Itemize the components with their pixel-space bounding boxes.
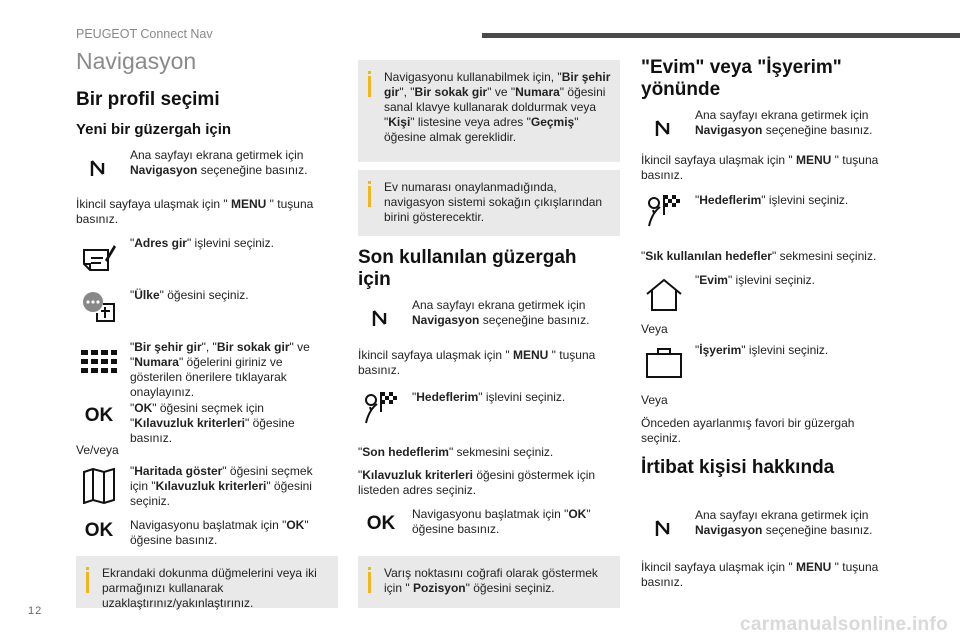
step-home-text: Ana sayfayı ekrana getirmek için Navigasyon seçeneğine basınız.	[412, 298, 590, 327]
menu-instruction: İkincil sayfaya ulaşmak için " MENU " tuşuna basınız.	[76, 197, 314, 226]
menu-instruction: İkincil sayfaya ulaşmak için " MENU " tuşuna basınız.	[641, 560, 879, 589]
criteria-text: "Kılavuzluk kriterleri öğesini göstermek için listeden adres seçiniz.	[358, 468, 596, 497]
info-icon	[368, 567, 371, 593]
menu-instruction: İkincil sayfaya ulaşmak için " MENU " tuşuna basınız.	[641, 153, 879, 182]
address-entry-icon	[76, 238, 122, 274]
step-adres	[76, 236, 338, 276]
step-home	[641, 508, 903, 548]
step-show-map-text: "Haritada göster" öğesini seçmek için "Kılavuzluk kriterleri" öğesini seçiniz.	[130, 464, 313, 508]
or-label: Ve/veya	[76, 443, 119, 457]
step-evim	[641, 273, 903, 313]
keyboard-icon	[76, 344, 122, 380]
watermark: carmanualsonline.info	[740, 614, 948, 635]
step-destinations	[641, 193, 903, 233]
step-start-text: Navigasyonu başlatmak için "OK" öğesine basınız.	[412, 507, 591, 536]
country-flag-icon	[76, 290, 122, 326]
step-home	[641, 108, 903, 148]
step-start	[358, 507, 620, 547]
info-note-zoom: Ekrandaki dokunma düğmelerini veya iki parmağınızı kullanarak uzaklaştırınız/yakınlaştırınız.	[76, 556, 338, 608]
checkered-flag-icon	[641, 193, 687, 229]
or-label: Veya	[641, 322, 668, 336]
step-home-text: Ana sayfayı ekrana getirmek için Navigasyon seçeneğine basınız.	[695, 108, 873, 137]
section-title: Navigasyon	[76, 48, 197, 74]
heading-new-route: Yeni bir güzergah için	[76, 121, 232, 138]
info-note-address: Navigasyonu kullanabilmek için, "Bir şehir gir", "Bir sokak gir" ve "Numara" öğesini sanal klavye kullanarak doldurmak veya "Kişi" listesine veya adres "Geçmiş" öğesine almak gereklidir.	[358, 60, 620, 162]
page-number: 12	[28, 605, 43, 617]
ok-button-icon: OK	[84, 519, 114, 541]
step-destinations-text: "Hedeflerim" işlevini seçiniz.	[412, 390, 566, 404]
step-destinations	[358, 390, 620, 430]
navigation-arrow-icon	[76, 150, 122, 186]
heading-home-work: "Evim" veya "İşyerim" yönünde	[641, 57, 842, 100]
briefcase-icon	[641, 345, 687, 381]
heading-profile: Bir profil seçimi	[76, 89, 220, 110]
step-city-street	[76, 340, 338, 400]
step-isyerim	[641, 343, 903, 383]
frequent-destinations-text: "Sık kullanılan hedefler" sekmesini seçiniz.	[641, 249, 877, 263]
step-adres-text: "Adres gir" işlevini seçiniz.	[130, 236, 274, 250]
step-start-text: Navigasyonu başlatmak için "OK" öğesine basınız.	[130, 518, 309, 547]
step-home-text: Ana sayfayı ekrana getirmek için Navigasyon seçeneğine basınız.	[695, 508, 873, 537]
step-destinations-text: "Hedeflerim" işlevini seçiniz.	[695, 193, 849, 207]
info-note-house-number: Ev numarası onaylanmadığında, navigasyon sistemi sokağın çıkışlarından birini gösterecektir.	[358, 170, 620, 236]
info-icon	[368, 181, 371, 207]
preset-route-text: Önceden ayarlanmış favori bir güzergah seçiniz.	[641, 416, 855, 445]
step-country	[76, 288, 338, 328]
info-icon	[86, 567, 89, 593]
navigation-arrow-icon	[641, 510, 687, 546]
brand-header: PEUGEOT Connect Nav	[76, 27, 213, 41]
step-home	[76, 148, 338, 188]
ok-button-icon: OK	[84, 404, 114, 426]
step-country-text: "Ülke" öğesini seçiniz.	[130, 288, 249, 302]
navigation-arrow-icon	[641, 110, 687, 146]
heading-contact: İrtibat kişisi hakkında	[641, 457, 835, 478]
info-note-position: Varış noktasını coğrafi olarak göstermek için " Pozisyon" öğesini seçiniz.	[358, 556, 620, 608]
recent-destinations-text: "Son hedeflerim" sekmesini seçiniz.	[358, 445, 554, 459]
step-start	[76, 518, 338, 558]
navigation-arrow-icon	[358, 300, 404, 336]
menu-instruction: İkincil sayfaya ulaşmak için " MENU " tuşuna basınız.	[358, 348, 596, 377]
step-evim-text: "Evim" işlevini seçiniz.	[695, 273, 815, 287]
ok-button-icon: OK	[366, 512, 396, 534]
or-label: Veya	[641, 393, 668, 407]
step-isyerim-text: "İşyerim" işlevini seçiniz.	[695, 343, 829, 357]
step-show-map	[76, 464, 338, 512]
heading-recent-route: Son kullanılan güzergah için	[358, 247, 577, 290]
info-icon	[368, 71, 371, 97]
step-ok-text: "OK" öğesini seçmek için "Kılavuzluk kriterleri" öğesine basınız.	[130, 401, 295, 445]
step-home-text: Ana sayfayı ekrana getirmek için Navigasyon seçeneğine basınız.	[130, 148, 308, 177]
step-city-street-text: "Bir şehir gir", "Bir sokak gir" ve "Numara" öğelerini giriniz ve gösterilen önerilere tıklayarak onaylayınız.	[130, 340, 310, 399]
header-bar	[482, 33, 960, 38]
checkered-flag-icon	[358, 390, 404, 426]
home-icon	[641, 277, 687, 313]
map-icon	[76, 468, 122, 504]
step-ok	[76, 401, 338, 445]
step-home	[358, 298, 620, 338]
